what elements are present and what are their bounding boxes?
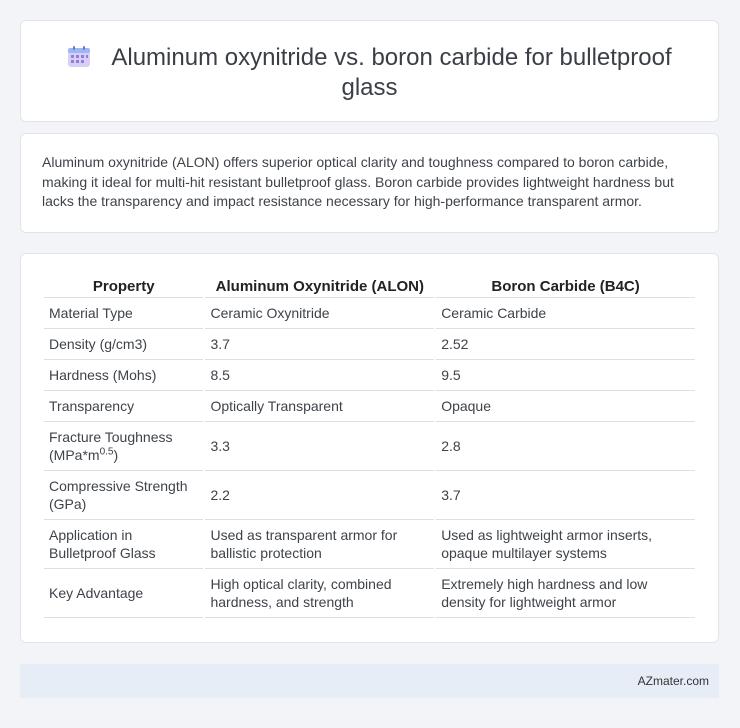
cell-property: Transparency [44,391,203,422]
header-property: Property [44,275,203,298]
cell-property: Material Type [44,298,203,329]
cell-b4c: 2.8 [436,422,695,471]
cell-b4c: Used as lightweight armor inserts, opaque multilayer systems [436,520,695,569]
table-row [44,360,695,391]
summary-text: Aluminum oxynitride (ALON) offers superior optical clarity and toughness compared to boron carbide, making it ideal for multi-hit resistant bulletproof glass. Boron carbide provides lightweight hardness but lacks the transparency and impact resistance necessary for high-performance transparent armor. [42,154,674,209]
page-title-row [21,43,718,103]
page-title: Aluminum oxynitride vs. boron carbide for bulletproof glass [111,44,672,101]
table-row [44,471,695,520]
cell-alon: High optical clarity, combined hardness, and strength [205,569,434,618]
cell-property: Hardness (Mohs) [44,360,203,391]
cell-alon: 3.7 [205,329,434,360]
cell-property-text: Fracture Toughness (MPa*m [49,429,173,463]
table-row [44,422,695,471]
cell-alon: Optically Transparent [205,391,434,422]
cell-property-tail: ) [113,447,119,463]
header-alon: Aluminum Oxynitride (ALON) [205,275,434,298]
table-row [44,520,695,569]
cell-property-superscript: 0.5 [99,446,114,458]
table-row [44,569,695,618]
cell-property: Key Advantage [44,569,203,618]
cell-property: Density (g/cm3) [44,329,203,360]
footer-brand-link[interactable]: AZmater.com [637,674,709,688]
cell-b4c: Opaque [436,391,695,422]
table-row [44,298,695,329]
cell-b4c: 9.5 [436,360,695,391]
cell-b4c: Extremely high hardness and low density for lightweight armor [436,569,695,618]
comparison-table [42,275,697,618]
table-row [44,391,695,422]
cell-property: Compressive Strength (GPa) [44,471,203,520]
table-row [44,329,695,360]
header-b4c: Boron Carbide (B4C) [436,275,695,298]
cell-alon: 8.5 [205,360,434,391]
cell-b4c: 3.7 [436,471,695,520]
summary-card [20,133,719,233]
calendar-icon [67,46,91,68]
cell-b4c: 2.52 [436,329,695,360]
cell-b4c: Ceramic Carbide [436,298,695,329]
cell-property [44,422,203,471]
cell-alon: Used as transparent armor for ballistic protection [205,520,434,569]
cell-alon: 2.2 [205,471,434,520]
table-header-row [44,275,695,298]
cell-alon: 3.3 [205,422,434,471]
title-card [20,20,719,122]
comparison-table-card [20,253,719,643]
footer-bar [20,664,719,698]
cell-alon: Ceramic Oxynitride [205,298,434,329]
cell-property: Application in Bulletproof Glass [44,520,203,569]
